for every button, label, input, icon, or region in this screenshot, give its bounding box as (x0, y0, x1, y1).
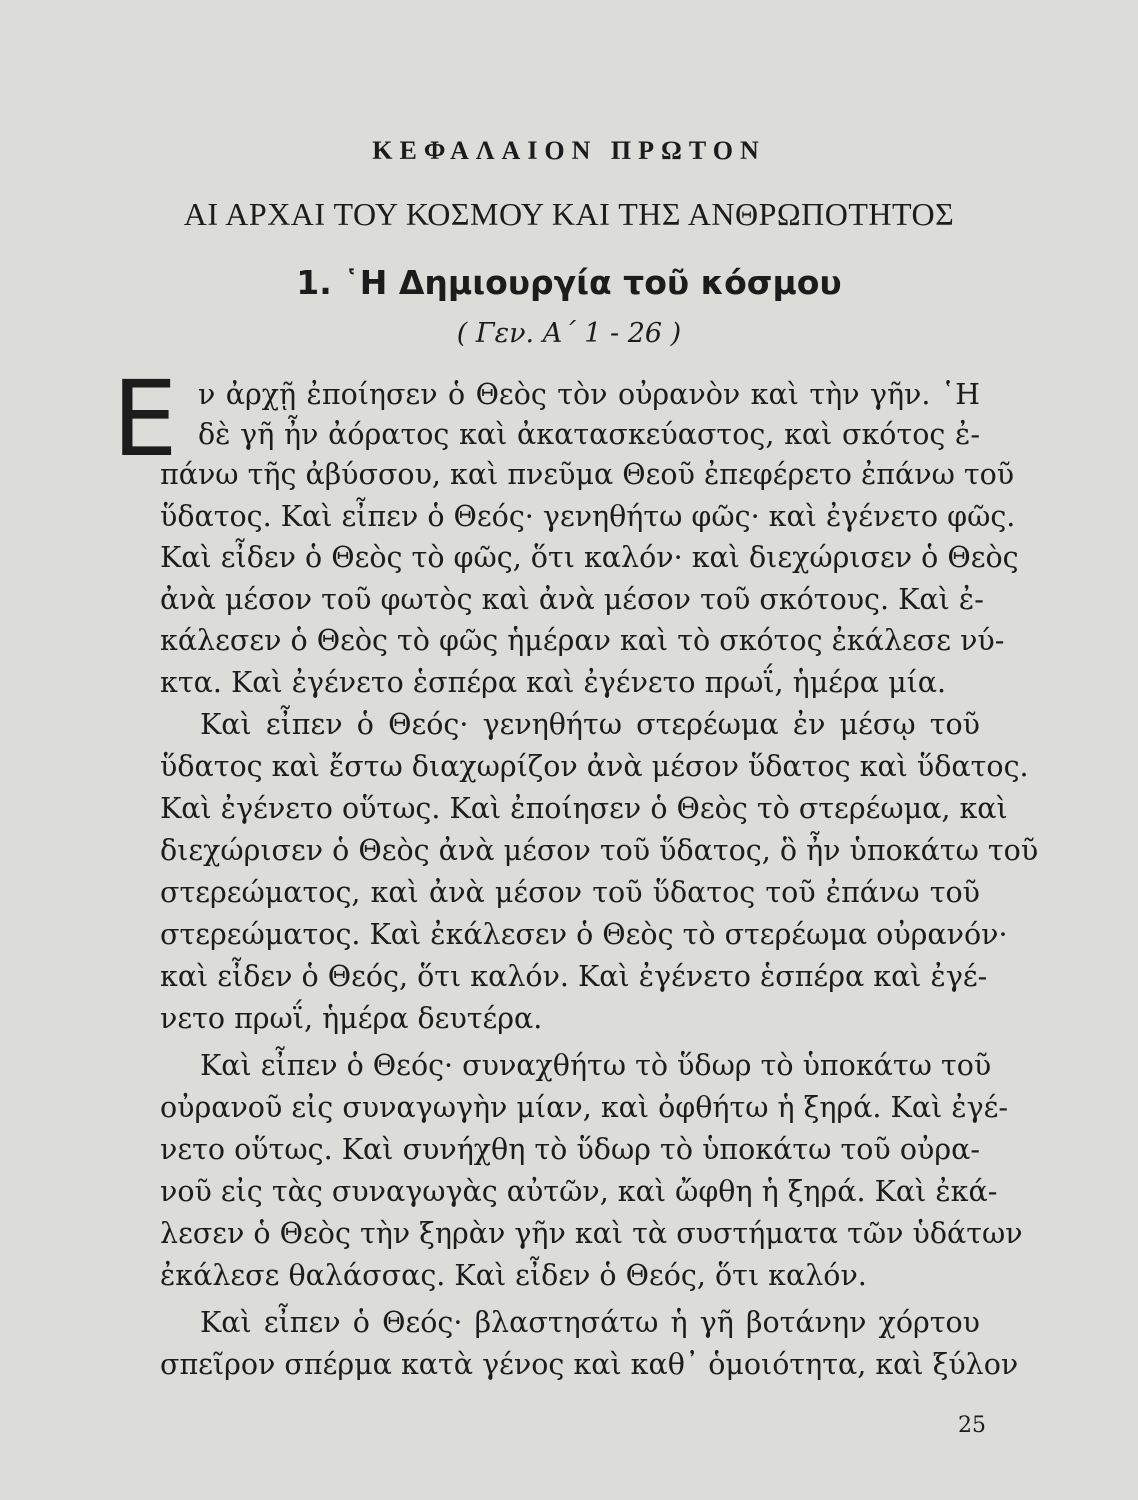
text-line: ὕδατος. Καὶ εἶπεν ὁ Θεός· γενηθήτω φῶς· καὶ ἐγένετο φῶς. (160, 500, 1016, 533)
text-line: δὲ γῆ ἦν ἀόρατος καὶ ἀκατασκεύαστος, καὶ σκότος ἐ- (198, 418, 980, 451)
text-line: κάλεσεν ὁ Θεὸς τὸ φῶς ἡμέραν καὶ τὸ σκότος ἐκάλεσε νύ- (160, 624, 1005, 657)
text-line: ὕδατος καὶ ἔστω διαχωρίζον ἀνὰ μέσον ὕδατος καὶ ὕδατος. (160, 750, 1029, 783)
text-line: Καὶ εἶπεν ὁ Θεός· γενηθήτω στερέωμα ἐν μέσῳ τοῦ (200, 708, 980, 741)
scripture-reference: ( Γεν. Α΄ 1 - 26 ) (456, 318, 682, 349)
text-line: νοῦ εἰς τὰς συναγωγὰς αὐτῶν, καὶ ὤφθη ἡ ξηρά. Καὶ ἐκά- (160, 1175, 998, 1208)
text-line: ν ἀρχῇ ἐποίησεν ὁ Θεὸς τὸν οὐρανὸν καὶ τὴν γῆν. ῾Η (198, 378, 980, 411)
section-title: 1. ῾Η Δημιουργία τοῦ κόσμου (296, 263, 842, 302)
text-line: Καὶ εἶπεν ὁ Θεός· συναχθήτω τὸ ὕδωρ τὸ ὑποκάτω τοῦ (200, 1049, 992, 1082)
text-line: πάνω τῆς ἀβύσσου, καὶ πνεῦμα Θεοῦ ἐπεφέρετο ἐπάνω τοῦ (160, 458, 1015, 491)
text-line: στερεώματος. Καὶ ἐκάλεσεν ὁ Θεὸς τὸ στερέωμα οὐρανόν· (160, 918, 1008, 951)
text-line: διεχώρισεν ὁ Θεὸς ἀνὰ μέσον τοῦ ὕδατος, ὃ ἦν ὑποκάτω τοῦ (160, 834, 1039, 867)
text-line: Καὶ εἶδεν ὁ Θεὸς τὸ φῶς, ὅτι καλόν· καὶ διεχώρισεν ὁ Θεὸς (160, 541, 1019, 574)
drop-cap: Ε (112, 358, 178, 480)
text-line: σπεῖρον σπέρμα κατὰ γένος καὶ καθ᾿ ὁμοιότητα, καὶ ξύλον (160, 1348, 1019, 1381)
text-line: οὐρανοῦ εἰς συναγωγὴν μίαν, καὶ ὀφθήτω ἡ ξηρά. Καὶ ἐγέ- (160, 1091, 1009, 1124)
chapter-heading: ΚΕΦΑΛΑΙΟΝ ΠΡΩΤΟΝ (372, 136, 766, 165)
text-line: καὶ εἶδεν ὁ Θεός, ὅτι καλόν. Καὶ ἐγένετο ἑσπέρα καὶ ἐγέ- (160, 960, 988, 993)
text-line: κτα. Καὶ ἐγένετο ἑσπέρα καὶ ἐγένετο πρωΐ, ἡμέρα μία. (160, 666, 947, 699)
text-line: νετο οὕτως. Καὶ συνήχθη τὸ ὕδωρ τὸ ὑποκάτω τοῦ οὐρα- (160, 1133, 980, 1166)
text-line: Καὶ εἶπεν ὁ Θεός· βλαστησάτω ἡ γῆ βοτάνην χόρτου (200, 1306, 980, 1339)
page-number: 25 (958, 1413, 986, 1438)
text-line: ἀνὰ μέσον τοῦ φωτὸς καὶ ἀνὰ μέσον τοῦ σκότους. Καὶ ἐ- (160, 583, 984, 616)
text-line: λεσεν ὁ Θεὸς τὴν ξηρὰν γῆν καὶ τὰ συστήματα τῶν ὑδάτων (160, 1217, 1023, 1250)
chapter-subtitle: ΑΙ ΑΡΧΑΙ ΤΟΥ ΚΟΣΜΟΥ ΚΑΙ ΤΗΣ ΑΝΘΡΩΠΟΤΗΤΟΣ (183, 196, 955, 232)
text-line: στερεώματος, καὶ ἀνὰ μέσον τοῦ ὕδατος τοῦ ἐπάνω τοῦ (160, 876, 980, 909)
text-line: Καὶ ἐγένετο οὕτως. Καὶ ἐποίησεν ὁ Θεὸς τὸ στερέωμα, καὶ (160, 792, 1008, 825)
text-line: ἐκάλεσε θαλάσσας. Καὶ εἶδεν ὁ Θεός, ὅτι καλόν. (160, 1259, 867, 1292)
text-line: νετο πρωΐ, ἡμέρα δευτέρα. (160, 1002, 543, 1035)
